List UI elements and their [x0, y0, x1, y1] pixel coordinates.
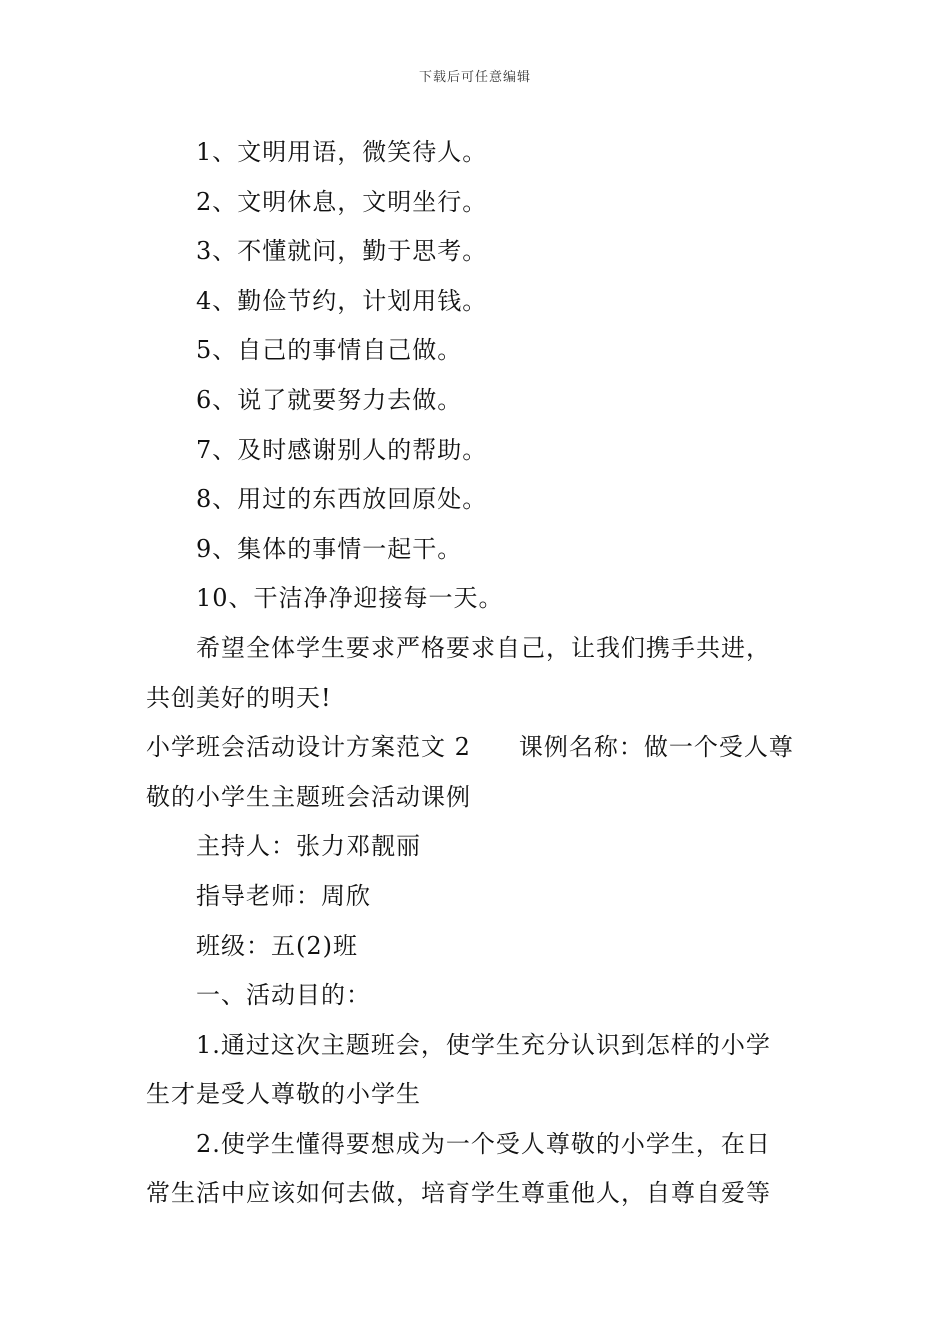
objective-1-line: 生才是受人尊敬的小学生 [146, 1080, 421, 1109]
list-item: 9、集体的事情一起干。 [196, 534, 463, 563]
course-name: 课例名称：做一个受人尊 [518, 733, 794, 762]
list-item: 7、及时感谢别人的帮助。 [196, 435, 488, 464]
objective-heading: 一、活动目的： [196, 981, 371, 1010]
closing-paragraph-line: 共创美好的明天! [146, 683, 332, 712]
host-line: 主持人：张力邓靓丽 [196, 832, 421, 861]
list-item: 8、用过的东西放回原处。 [196, 485, 488, 514]
class-line: 班级：五(2)班 [196, 931, 358, 960]
objective-2-line: 2.使学生懂得要想成为一个受人尊敬的小学生，在日 [196, 1129, 771, 1158]
section-title: 小学班会活动设计方案范文 2 [146, 733, 471, 762]
list-item: 1、文明用语，微笑待人。 [196, 138, 488, 166]
document-body [146, 128, 810, 1219]
closing-paragraph-line: 希望全体学生要求严格要求自己，让我们携手共进， [196, 633, 771, 662]
list-item: 3、不懂就问，勤于思考。 [196, 237, 488, 266]
page-header: 下载后可任意编辑 [418, 70, 531, 85]
section-title-line [146, 723, 810, 773]
list-item: 4、勤俭节约，计划用钱。 [196, 286, 488, 315]
list-item: 2、文明休息，文明坐行。 [196, 187, 488, 216]
course-name-continued: 敬的小学生主题班会活动课例 [146, 782, 471, 811]
list-item: 6、说了就要努力去做。 [196, 385, 463, 414]
objective-2-line: 常生活中应该如何去做，培育学生尊重他人，自尊自爱等 [146, 1179, 771, 1208]
objective-1-line: 1.通过这次主题班会，使学生充分认识到怎样的小学 [196, 1030, 771, 1059]
list-item: 10、干洁净净迎接每一天。 [196, 584, 504, 613]
teacher-line: 指导老师：周欣 [196, 881, 371, 910]
list-item: 5、自己的事情自己做。 [196, 336, 463, 365]
